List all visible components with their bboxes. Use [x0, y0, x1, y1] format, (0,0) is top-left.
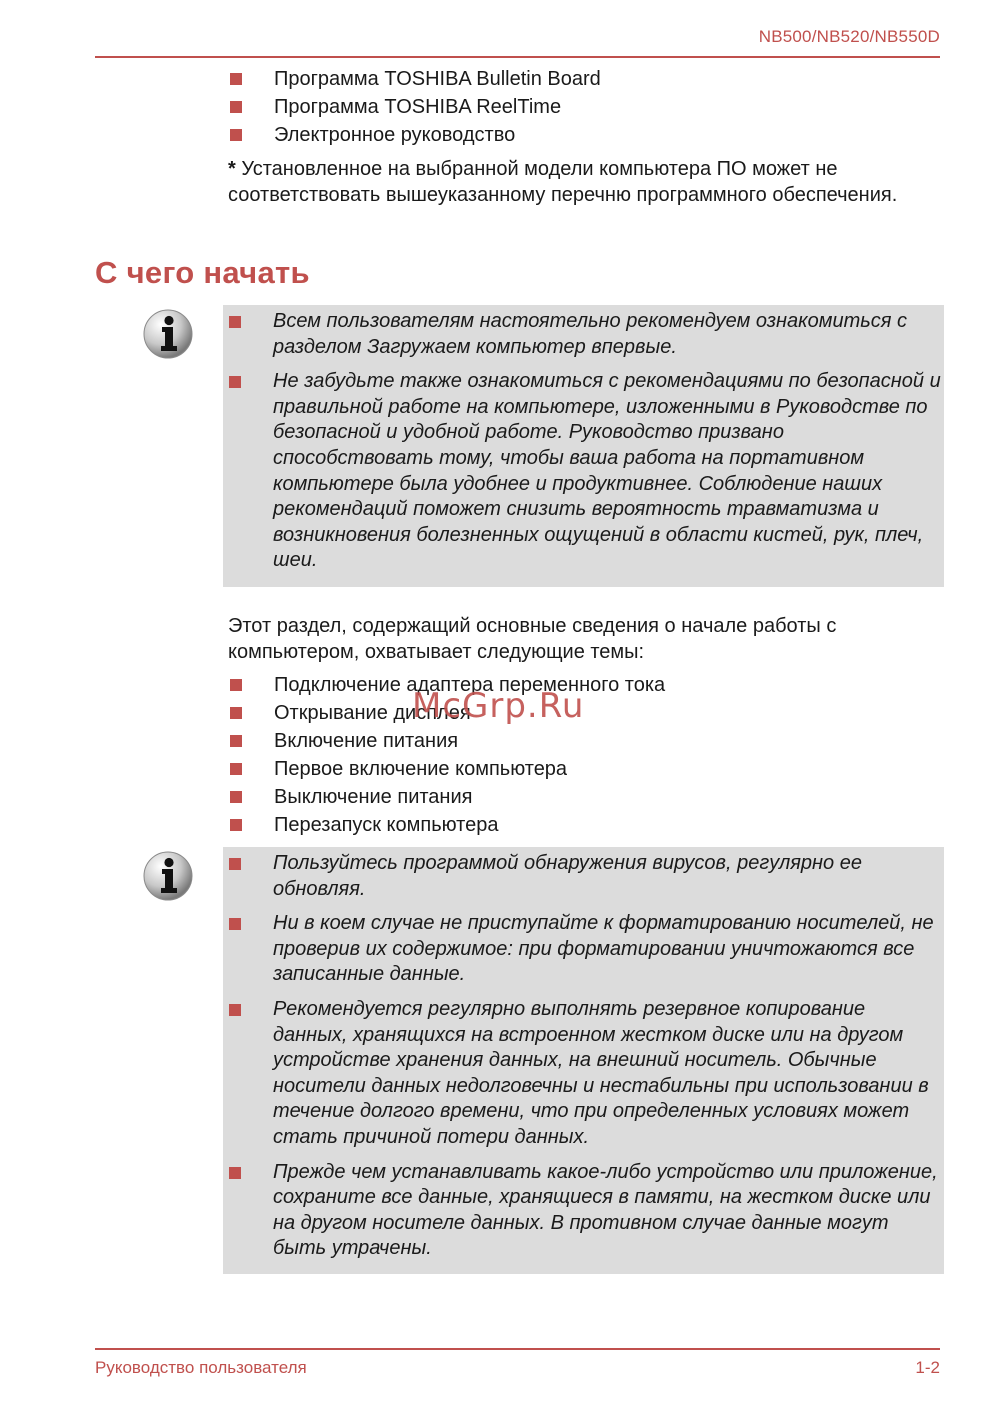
bullet-square-icon [229, 918, 241, 930]
section-heading: С чего начать [95, 255, 310, 290]
list-item: Электронное руководство [228, 121, 938, 149]
software-note: * Установленное на выбранной модели компьютера ПО может не соответствовать вышеуказанному перечню программного обеспечения. [228, 158, 898, 206]
bullet-square-icon [229, 858, 241, 870]
bullet-square-icon [230, 819, 242, 831]
info-box-data-safety [223, 847, 944, 1274]
bullet-square-icon [230, 735, 242, 747]
software-list [228, 65, 938, 149]
bullet-square-icon [230, 129, 242, 141]
list-item: Первое включение компьютера [228, 755, 938, 783]
list-item: Подключение адаптера переменного тока [228, 671, 938, 699]
list-item: Ни в коем случае не приступайте к форматированию носителей, не проверив их содержимое: при форматировании уничтожаются все записанные данные. [223, 911, 944, 988]
info-box-recommendations [223, 305, 944, 587]
footer-rule [95, 1348, 940, 1350]
bullet-square-icon [229, 1004, 241, 1016]
bullet-square-icon [230, 791, 242, 803]
header-model-name: NB500/NB520/NB550D [758, 27, 940, 46]
page-number: 1-2 [915, 1358, 940, 1377]
bullet-square-icon [230, 707, 242, 719]
list-item: Не забудьте также ознакомиться с рекомендациями по безопасной и правильной работе на компьютере, изложенными в Руководстве по безопасной и удобной работе. Руководство призвано способствовать тому, чтобы ваша работа на портативном компьютере была удобнее и продуктивнее. Соблюдение наших рекомендаций поможет снизить вероятность травматизма и возникновения болезненных ощущений в области кистей, рук, плеч, шеи. [223, 369, 944, 574]
intro-paragraph: Этот раздел, содержащий основные сведения о начале работы с компьютером, охватывает следующие темы: [228, 615, 837, 663]
footer-title: Руководство пользователя [95, 1358, 307, 1377]
header-rule [95, 56, 940, 58]
bullet-square-icon [230, 679, 242, 691]
bullet-square-icon [229, 316, 241, 328]
list-item: Пользуйтесь программой обнаружения вирусов, регулярно ее обновляя. [223, 851, 944, 902]
bullet-square-icon [230, 73, 242, 85]
list-item: Всем пользователям настоятельно рекомендуем ознакомиться с разделом Загружаем компьютер впервые. [223, 309, 944, 360]
info-icon [142, 308, 194, 360]
watermark: McGrp.Ru [412, 686, 585, 726]
info-icon [142, 850, 194, 902]
bullet-square-icon [230, 101, 242, 113]
bullet-square-icon [229, 1167, 241, 1179]
bullet-square-icon [230, 763, 242, 775]
list-item: Выключение питания [228, 783, 938, 811]
list-item: Рекомендуется регулярно выполнять резервное копирование данных, хранящихся на встроенном жестком диске или на другом устройстве хранения данных, на внешний носитель. Обычные носители данных недолговечны и нестабильны при использовании в течение долгого времени, что при определенных условиях может стать причиной потери данных. [223, 997, 944, 1151]
list-item: Прежде чем устанавливать какое-либо устройство или приложение, сохраните все данные, хранящиеся в памяти, на жестком диске или на другом носителе данных. В противном случае данные могут быть утрачены. [223, 1160, 944, 1262]
bullet-square-icon [229, 376, 241, 388]
list-item: Перезапуск компьютера [228, 811, 938, 839]
list-item: Включение питания [228, 727, 938, 755]
list-item: Программа TOSHIBA Bulletin Board [228, 65, 938, 93]
list-item: Открывание дисплея [228, 699, 938, 727]
list-item: Программа TOSHIBA ReelTime [228, 93, 938, 121]
